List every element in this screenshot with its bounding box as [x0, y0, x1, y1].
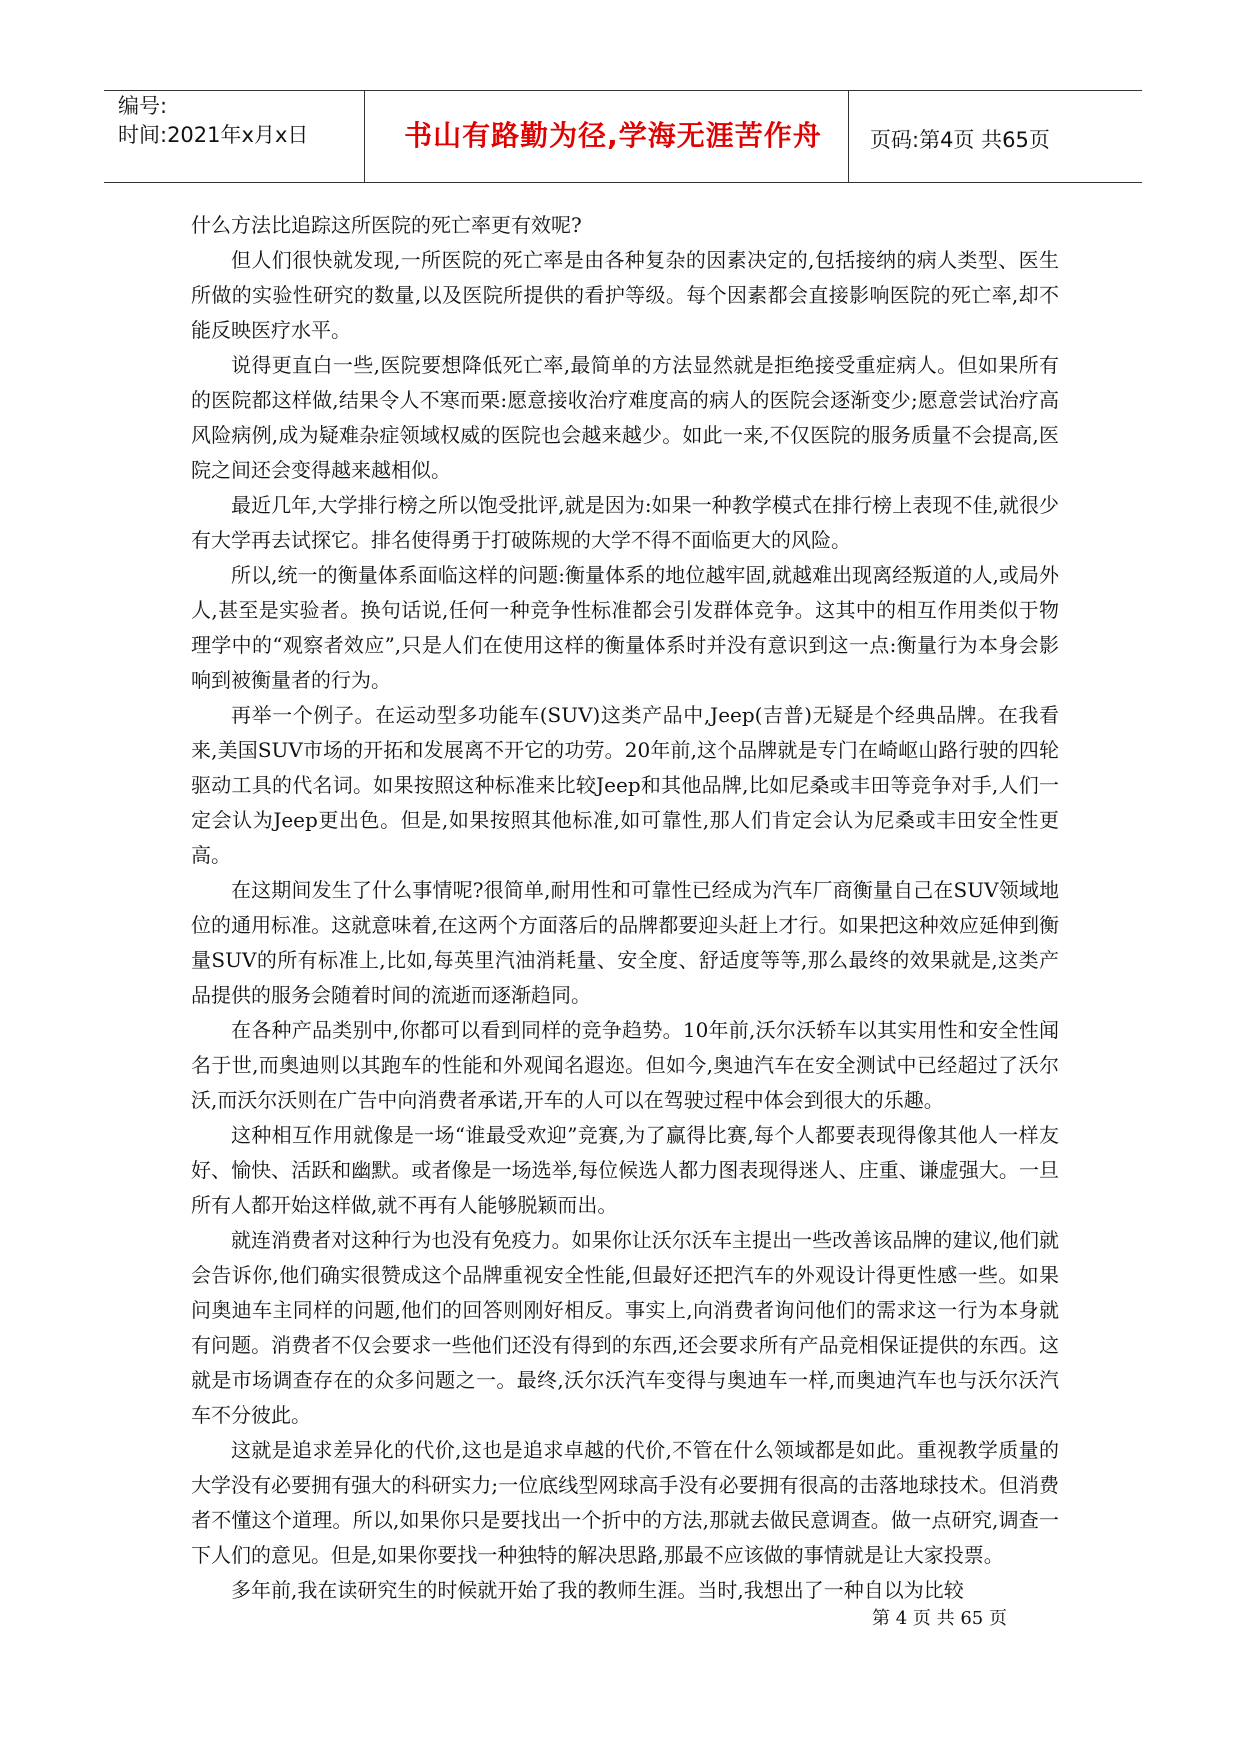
- paragraph: 所以,统一的衡量体系面临这样的问题:衡量体系的地位越牢固,就越难出现离经叛道的人,或局外人,甚至是实验者。换句话说,任何一种竞争性标准都会引发群体竞争。这其中的相互作用类似于物理学中的“观察者效应”,只是人们在使用这样的衡量体系时并没有意识到这一点:衡量行为本身会影响到被衡量者的行为。: [191, 563, 1059, 692]
- header-bottom-rule: [104, 182, 1142, 183]
- header-info: [118, 92, 308, 150]
- paragraph: 什么方法比追踪这所医院的死亡率更有效呢?: [191, 213, 582, 237]
- paragraph: 但人们很快就发现,一所医院的死亡率是由各种复杂的因素决定的,包括接纳的病人类型、医生所做的实验性研究的数量,以及医院所提供的看护等级。每个因素都会直接影响医院的死亡率,却不能反映医疗水平。: [191, 248, 1059, 342]
- header-divider-left: [364, 90, 365, 182]
- footer-page-number: 第 4 页 共 65 页: [872, 1608, 1007, 1629]
- time-label: 时间:2021年x月x日: [118, 123, 309, 147]
- serial-label: 编号:: [118, 94, 168, 118]
- body-text: [191, 208, 1059, 1608]
- paragraph: 多年前,我在读研究生的时候就开始了我的教师生涯。当时,我想出了一种自以为比较: [231, 1578, 964, 1602]
- paragraph: 这就是追求差异化的代价,这也是追求卓越的代价,不管在什么领域都是如此。重视教学质量的大学没有必要拥有强大的科研实力;一位底线型网球高手没有必要拥有很高的击落地球技术。但消费者不懂这个道理。所以,如果你只是要找出一个折中的方法,那就去做民意调查。做一点研究,调查一下人们的意见。但是,如果你要找一种独特的解决思路,那最不应该做的事情就是让大家投票。: [191, 1438, 1059, 1567]
- paragraph: 最近几年,大学排行榜之所以饱受批评,就是因为:如果一种教学模式在排行榜上表现不佳,就很少有大学再去试探它。排名使得勇于打破陈规的大学不得不面临更大的风险。: [191, 493, 1059, 552]
- paragraph: 就连消费者对这种行为也没有免疫力。如果你让沃尔沃车主提出一些改善该品牌的建议,他们就会告诉你,他们确实很赞成这个品牌重视安全性能,但最好还把汽车的外观设计得更性感一些。如果问奥迪车主同样的问题,他们的回答则刚好相反。事实上,向消费者询问他们的需求这一行为本身就有问题。消费者不仅会要求一些他们还没有得到的东西,还会要求所有产品竞相保证提供的东西。这就是市场调查存在的众多问题之一。最终,沃尔沃汽车变得与奥迪车一样,而奥迪汽车也与沃尔沃汽车不分彼此。: [191, 1228, 1059, 1427]
- header-page-label: 页码:第4页 共65页: [870, 128, 1050, 152]
- paragraph: 在这期间发生了什么事情呢?很简单,耐用性和可靠性已经成为汽车厂商衡量自己在SUV领域地位的通用标准。这就意味着,在这两个方面落后的品牌都要迎头赶上才行。如果把这种效应延伸到衡量SUV的所有标准上,比如,每英里汽油消耗量、安全度、舒适度等等,那么最终的效果就是,这类产品提供的服务会随着时间的流逝而逐渐趋同。: [191, 878, 1059, 1007]
- paragraph: 再举一个例子。在运动型多功能车(SUV)这类产品中,Jeep(吉普)无疑是个经典品牌。在我看来,美国SUV市场的开拓和发展离不开它的功劳。20年前,这个品牌就是专门在崎岖山路行驶的四轮驱动工具的代名词。如果按照这种标准来比较Jeep和其他品牌,比如尼桑或丰田等竞争对手,人们一定会认为Jeep更出色。但是,如果按照其他标准,如可靠性,那人们肯定会认为尼桑或丰田安全性更高。: [191, 703, 1059, 867]
- header-motto: 书山有路勤为径,学海无涯苦作舟: [404, 119, 822, 152]
- paragraph: 这种相互作用就像是一场“谁最受欢迎”竞赛,为了赢得比赛,每个人都要表现得像其他人一样友好、愉快、活跃和幽默。或者像是一场选举,每位候选人都力图表现得迷人、庄重、谦虚强大。一旦所有人都开始这样做,就不再有人能够脱颖而出。: [191, 1123, 1059, 1217]
- header-top-rule: [104, 90, 1142, 91]
- paragraph: 说得更直白一些,医院要想降低死亡率,最简单的方法显然就是拒绝接受重症病人。但如果所有的医院都这样做,结果令人不寒而栗:愿意接收治疗难度高的病人的医院会逐渐变少;愿意尝试治疗高风险病例,成为疑难杂症领域权威的医院也会越来越少。如此一来,不仅医院的服务质量不会提高,医院之间还会变得越来越相似。: [191, 353, 1059, 482]
- paragraph: 在各种产品类别中,你都可以看到同样的竞争趋势。10年前,沃尔沃轿车以其实用性和安全性闻名于世,而奥迪则以其跑车的性能和外观闻名遐迩。但如今,奥迪汽车在安全测试中已经超过了沃尔沃,而沃尔沃则在广告中向消费者承诺,开车的人可以在驾驶过程中体会到很大的乐趣。: [191, 1018, 1059, 1112]
